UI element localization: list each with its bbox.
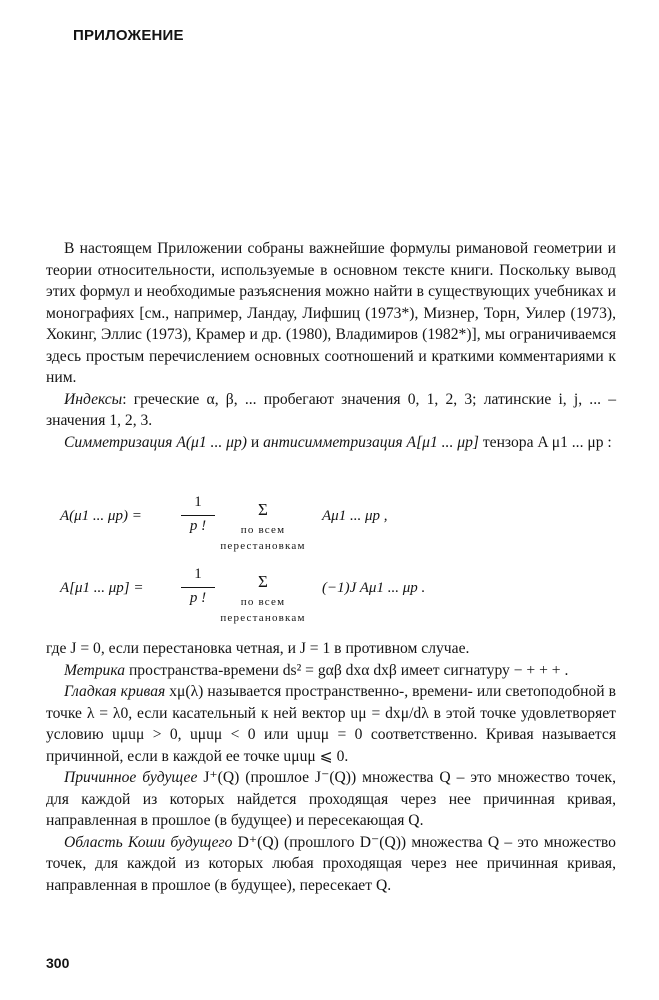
antisymmetrization-notation: A[μ1 ... μp] (406, 433, 479, 451)
symmetrization-term: Симметризация (64, 433, 173, 451)
causal-future-text: J⁺(Q) (прошлое J⁻(Q)) множества Q – это множество точек, для каждой из которых найдется проходящая через нее причинная кривая, направленная в прошлое (в будущее) и пересекающая Q. (46, 769, 616, 829)
indices-term: Индексы (64, 390, 123, 408)
causal-future-term: Причинное будущее (64, 769, 198, 786)
tensor-text: тензора A μ1 ... μp : (478, 433, 612, 451)
page-number: 300 (46, 955, 70, 971)
sym-frac-numerator: 1 (194, 494, 202, 510)
cauchy-domain-paragraph (46, 832, 616, 897)
antisym-sum-symbol: Σ (258, 572, 268, 591)
definitions-block (46, 638, 616, 896)
sym-sum-symbol: Σ (258, 500, 268, 519)
metric-text: пространства-времени ds² = gαβ dxα dxβ имеет сигнатуру − + + + . (125, 661, 569, 679)
cauchy-domain-text: D⁺(Q) (прошлого D⁻(Q)) множества Q – это множество точек, для каждой из которых любая проходящая через нее причинная кривая, направленная в прошлое (в будущее), пересекает Q. (46, 833, 616, 894)
antisym-frac-denominator: p ! (189, 590, 207, 606)
permutation-note: где J = 0, если перестановка четная, и J = 1 в противном случае. (46, 640, 470, 657)
indices-paragraph (46, 389, 616, 432)
cauchy-domain-term: Область Коши будущего (64, 833, 233, 851)
antisym-rhs: (−1)J Aμ1 ... μp . (322, 580, 426, 596)
sym-fraction-bar (181, 515, 215, 516)
symmetrization-notation: A(μ1 ... μp) (176, 433, 247, 451)
sym-rhs: Aμ1 ... μp , (322, 508, 388, 524)
antisym-sum-under-2: перестановкам (220, 612, 306, 624)
metric-term: Метрика (64, 661, 126, 679)
indices-text: : греческие α, β, ... пробегают значения 0, 1, 2, 3; латинские i, j, ... – значения 1, 2, 3. (46, 390, 616, 429)
and-word: и (246, 433, 264, 451)
antisym-frac-numerator: 1 (194, 566, 202, 582)
antisym-fraction-bar (181, 587, 215, 588)
symmetrization-paragraph (46, 432, 616, 454)
intro-block (46, 238, 616, 453)
sym-frac-denominator: p ! (189, 518, 207, 534)
intro-paragraph: В настоящем Приложении собраны важнейшие формулы римановой геометрии и теории относительности, используемые в основном тексте книги. Поскольку вывод этих формул и необходимые разъяснения можно найти в существующих учебниках и монографиях [см., например, Ландау, Лифшиц (1973*), Мизнер, Торн, Уилер (1973), Хокинг, Эллис (1973), Крамер и др. (1980), Владимиров (1982*)], мы ограничиваемся здесь простым перечислением основных соотношений и краткими комментариями к ним. (46, 240, 616, 386)
antisym-lhs: A[μ1 ... μp] = (60, 580, 144, 596)
sym-sum-under-2: перестановкам (220, 540, 306, 552)
smooth-curve-text: xμ(λ) называется пространственно-, времени- или светоподобной в точке λ = λ0, если касательный к ней вектор uμ = dxμ/dλ в этой точке удовлетворяет условию uμuμ > 0, uμuμ < 0 или uμuμ = 0 соответственно. Кривая называется причинной, если в каждой ее точке uμuμ ⩽ 0. (46, 683, 616, 765)
page-header-title: ПРИЛОЖЕНИЕ (73, 27, 184, 44)
metric-paragraph (46, 660, 616, 682)
antisymmetrization-term: антисимметризация (263, 433, 403, 451)
antisym-sum-under-1: по всем (240, 596, 286, 608)
sym-lhs: A(μ1 ... μp) = (60, 508, 142, 524)
causal-future-paragraph (46, 767, 616, 832)
antisymmetrization-equation (60, 566, 600, 630)
sym-sum-under-1: по всем (240, 524, 286, 536)
smooth-curve-term: Гладкая кривая (64, 683, 166, 700)
smooth-curve-paragraph (46, 681, 616, 767)
symmetrization-equation (60, 494, 600, 558)
